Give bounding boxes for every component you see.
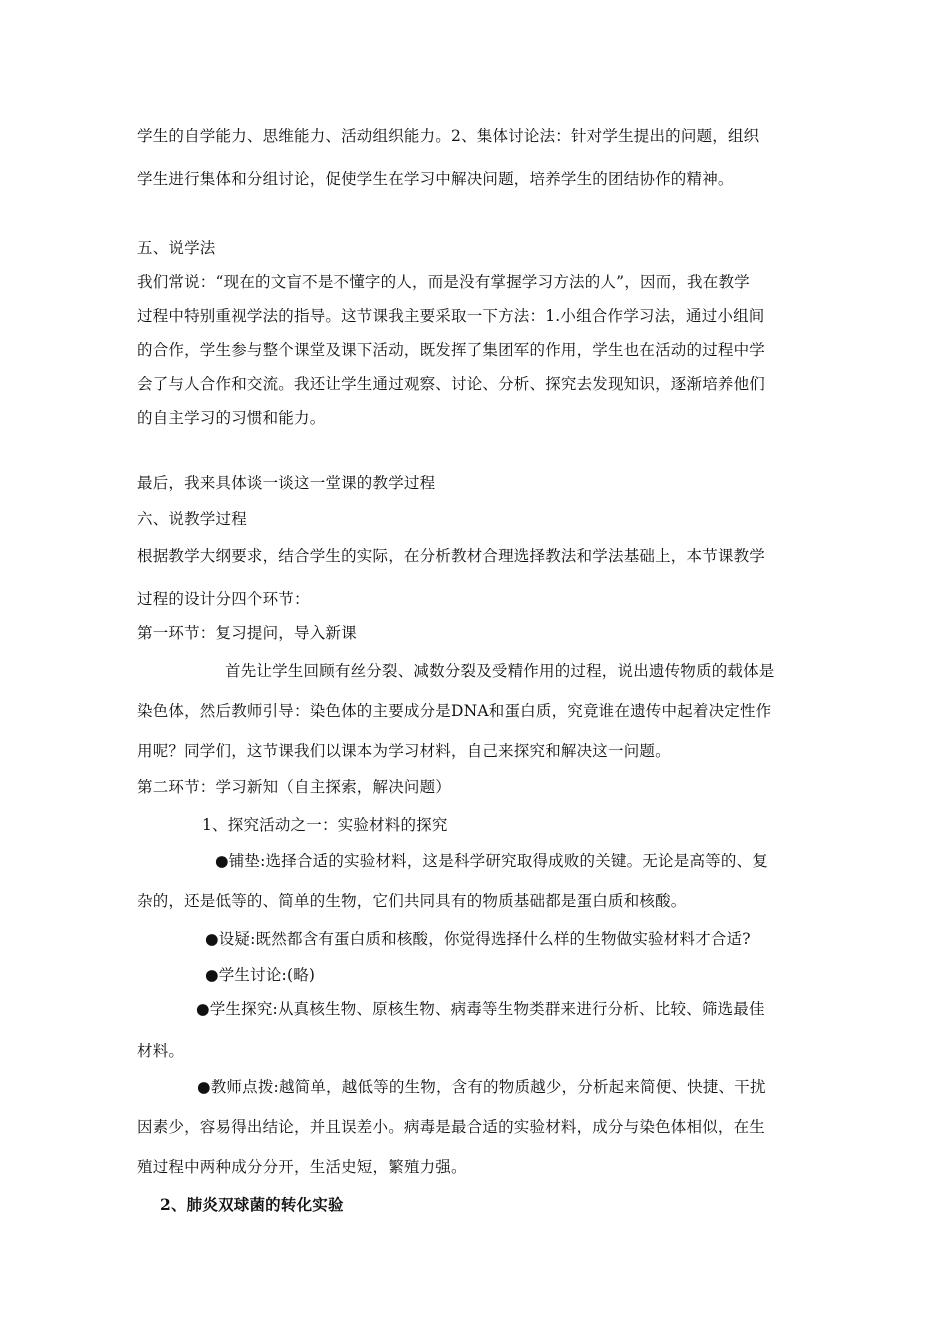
paragraph-line: 的自主学习的习惯和能力。 [137, 409, 326, 427]
paragraph-line: 首先让学生回顾有丝分裂、减数分裂及受精作用的过程，说出遗传物质的载体是 [225, 662, 775, 680]
bullet-item: ●学生探究:从真核生物、原核生物、病毒等生物类群来进行分析、比较、筛选最佳 [196, 1000, 765, 1018]
bullet-item: ●设疑:既然都含有蛋白质和核酸，你觉得选择什么样的生物做实验材料才合适? [205, 930, 751, 948]
paragraph-line: 学生的自学能力、思维能力、活动组织能力。2、集体讨论法：针对学生提出的问题，组织 [137, 127, 760, 145]
bullet-item: ●学生讨论:(略) [205, 966, 316, 984]
paragraph-line: 根据教学大纲要求，结合学生的实际，在分析教材合理选择教法和学法基础上，本节课教学 [137, 547, 766, 565]
paragraph-line: 我们常说：“现在的文盲不是不懂字的人，而是没有掌握学习方法的人”，因而，我在教学 [137, 273, 750, 291]
activity-heading: 1、探究活动之一：实验材料的探究 [202, 816, 448, 834]
paragraph-line: 杂的，还是低等的、简单的生物，它们共同具有的物质基础都是蛋白质和核酸。 [137, 892, 687, 910]
paragraph-line: 因素少，容易得出结论，并且误差小。病毒是最合适的实验材料，成分与染色体相似，在生 [137, 1118, 766, 1136]
paragraph-line: 学生进行集体和分组讨论，促使学生在学习中解决问题，培养学生的团结协作的精神。 [137, 170, 734, 188]
paragraph-line: 用呢？同学们，这节课我们以课本为学习材料，自己来探究和解决这一问题。 [137, 742, 671, 760]
paragraph-line: 染色体，然后教师引导：染色体的主要成分是DNA和蛋白质，究竟谁在遗传中起着决定性作 [137, 702, 772, 720]
paragraph-line: 殖过程中两种成分分开，生活史短，繁殖力强。 [137, 1158, 467, 1176]
bullet-item: ●铺垫:选择合适的实验材料，这是科学研究取得成败的关键。无论是高等的、复 [215, 852, 768, 870]
paragraph-line: 过程的设计分四个环节： [137, 590, 310, 608]
paragraph-line: 会了与人合作和交流。我还让学生通过观察、讨论、分析、探究去发现知识，逐渐培养他们 [137, 375, 766, 393]
activity-heading: 2、肺炎双球菌的转化实验 [160, 1195, 344, 1214]
paragraph-line: 最后，我来具体谈一谈这一堂课的教学过程 [137, 474, 436, 492]
section-heading: 五、说学法 [137, 239, 216, 257]
step-heading: 第二环节：学习新知（自主探索，解决问题） [137, 778, 452, 796]
paragraph-line: 的合作，学生参与整个课堂及课下活动，既发挥了集团军的作用，学生也在活动的过程中学 [137, 341, 766, 359]
step-heading: 第一环节：复习提问，导入新课 [137, 624, 357, 642]
bullet-item: ●教师点拨:越简单，越低等的生物，含有的物质越少，分析起来简便、快捷、干扰 [197, 1078, 766, 1096]
paragraph-line: 材料。 [137, 1042, 185, 1060]
paragraph-line: 过程中特别重视学法的指导。这节课我主要采取一下方法：1.小组合作学习法，通过小组间 [137, 307, 765, 325]
section-heading: 六、说教学过程 [137, 510, 247, 528]
